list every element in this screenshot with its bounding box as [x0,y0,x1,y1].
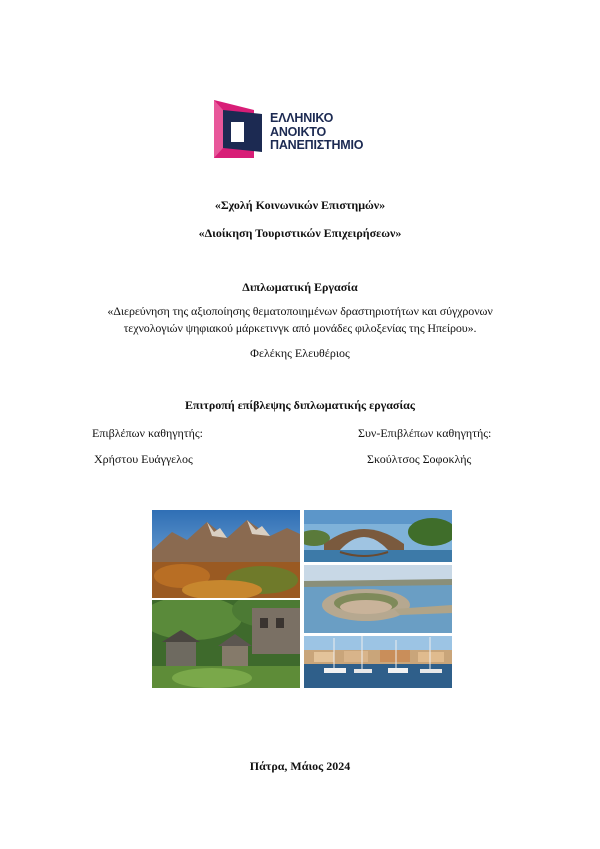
school-name: «Σχολή Κοινωνικών Επιστημών» [214,198,386,212]
document-type: Διπλωματική Εργασία [242,280,358,294]
logo-text [270,112,363,153]
stone-village-photo [152,600,300,688]
supervisor-name: Χρήστου Ευάγγελος [94,452,193,466]
supervisor-label: Επιβλέπων καθηγητής: [92,426,203,440]
thesis-title-line-1: «Διερεύνηση της αξιοποίησης θεματοποιημένων δραστηριοτήτων και σύγχρονων [107,304,493,318]
footer-place-date: Πάτρα, Μάιος 2024 [249,759,351,773]
logo-line-3: ΠΑΝΕΠΙΣΤΗΜΙΟ [270,138,364,152]
logo-line-2: ΑΝΟΙΚΤΟ [270,124,327,139]
mountain-landscape-photo [152,510,300,598]
co-supervisor-label: Συν-Επιβλέπων καθηγητής: [358,426,492,440]
committee-heading: Επιτροπή επίβλεψης διπλωματικής εργασίας [185,398,415,412]
author-name: Φελέκης Ελευθέριος [250,346,350,360]
program-name: «Διοίκηση Τουριστικών Επιχειρήσεων» [198,226,402,240]
co-supervisor-name: Σκούλτσος Σοφοκλής [367,452,472,466]
thesis-title-line-2: τεχνολογιών ψηφιακού μάρκετινγκ από μονάδες φιλοξενίας της Ηπείρου». [123,321,477,335]
university-logo [214,100,364,160]
harbor-town-photo [304,636,452,688]
lake-island-photo [304,565,452,633]
logo-mark-icon [214,100,264,158]
logo-line-1: ΕΛΛΗΝΙΚΟ [270,111,334,125]
stone-bridge-photo [304,510,452,562]
